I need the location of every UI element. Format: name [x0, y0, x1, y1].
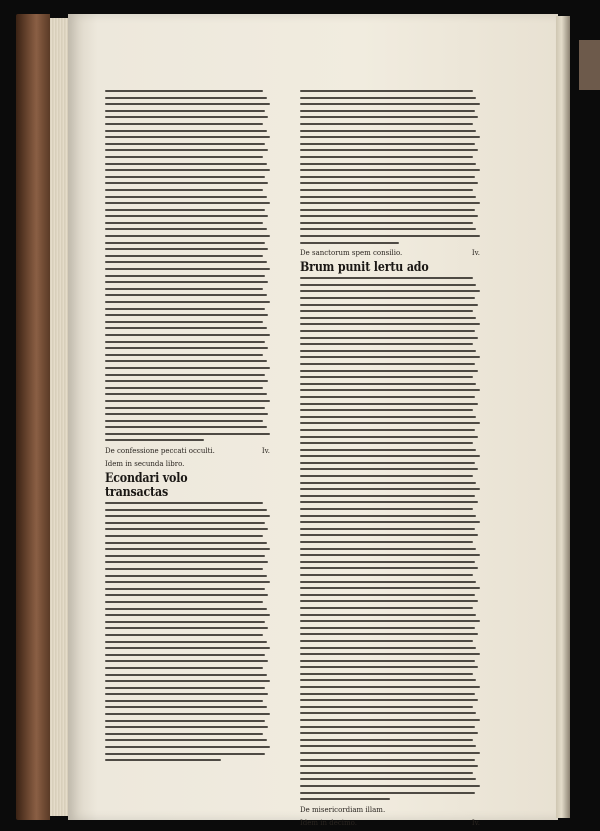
text-line	[300, 739, 473, 741]
text-line	[300, 765, 478, 767]
text-line	[105, 581, 270, 583]
text-line	[300, 189, 473, 191]
text-line	[300, 228, 476, 230]
text-line	[105, 641, 267, 643]
text-line	[105, 433, 270, 435]
text-line	[105, 439, 204, 441]
text-line	[300, 202, 480, 204]
reference-right-c-text: Idem in decimo.	[300, 818, 357, 827]
reference-right-c-number: Iv.	[471, 818, 480, 827]
text-line	[300, 304, 478, 306]
text-line	[300, 222, 473, 224]
text-line	[105, 268, 270, 270]
text-line	[105, 136, 270, 138]
text-line	[300, 209, 475, 211]
text-line	[105, 215, 268, 217]
text-line	[300, 534, 478, 536]
text-line	[300, 277, 473, 279]
text-line	[105, 143, 265, 145]
text-line	[300, 116, 478, 118]
text-line	[300, 515, 476, 517]
text-line	[105, 413, 268, 415]
text-line	[105, 759, 221, 761]
text-line	[300, 123, 473, 125]
right-page-edge	[556, 16, 570, 818]
initial-heading-right	[300, 261, 480, 275]
text-line	[300, 156, 473, 158]
text-line	[105, 687, 265, 689]
text-line	[105, 130, 267, 132]
text-line	[300, 581, 476, 583]
text-line	[105, 341, 265, 343]
text-line	[105, 522, 265, 524]
text-line	[300, 396, 475, 398]
text-line	[300, 752, 480, 754]
text-line	[300, 482, 476, 484]
text-line	[300, 679, 476, 681]
text-line	[300, 284, 476, 286]
text-line	[300, 176, 475, 178]
text-line	[300, 778, 476, 780]
text-line	[300, 620, 480, 622]
text-line	[105, 700, 263, 702]
text-line	[105, 255, 263, 257]
text-line	[300, 548, 476, 550]
text-line	[300, 574, 473, 576]
text-line	[105, 196, 267, 198]
text-line	[105, 608, 267, 610]
initial-heading-left-text: Econdari volo transactas	[105, 471, 188, 501]
text-line	[105, 321, 263, 323]
text-line	[300, 726, 475, 728]
text-line	[300, 422, 480, 424]
text-line	[105, 374, 265, 376]
text-line	[105, 314, 268, 316]
text-line	[300, 350, 476, 352]
reference-right-c	[300, 818, 480, 828]
text-line	[105, 568, 263, 570]
text-line	[300, 561, 475, 563]
text-line	[300, 290, 480, 292]
text-line	[300, 719, 480, 721]
text-line	[105, 680, 270, 682]
right-text-column	[300, 90, 480, 831]
text-line	[300, 297, 475, 299]
text-line	[105, 407, 265, 409]
text-line	[300, 475, 473, 477]
text-line	[105, 275, 265, 277]
text-line	[300, 660, 475, 662]
text-line	[105, 509, 267, 511]
text-line	[105, 588, 265, 590]
text-line	[300, 182, 478, 184]
text-line	[105, 347, 268, 349]
initial-heading-right-text: Brum punit lertu ado	[300, 260, 429, 276]
text-line	[105, 149, 268, 151]
text-line	[300, 673, 473, 675]
text-line	[300, 607, 473, 609]
reference-left-a-text: Idem in secunda libro.	[105, 460, 185, 469]
rubric-left-a	[105, 446, 270, 456]
rubric-right-a-text: De sanctorum spem consilio.	[300, 249, 403, 258]
text-line	[105, 228, 267, 230]
text-line	[105, 634, 263, 636]
text-line	[105, 242, 265, 244]
text-line	[105, 281, 268, 283]
text-line	[300, 666, 478, 668]
text-line	[300, 169, 480, 171]
text-line	[105, 189, 263, 191]
text-line	[300, 745, 476, 747]
text-line	[105, 647, 270, 649]
text-line	[300, 409, 473, 411]
text-line	[300, 798, 390, 800]
text-line	[300, 462, 475, 464]
text-line	[300, 110, 475, 112]
text-line	[300, 468, 478, 470]
text-line	[105, 182, 268, 184]
text-line	[105, 261, 267, 263]
text-line	[300, 455, 480, 457]
text-line	[105, 693, 268, 695]
text-line	[105, 627, 268, 629]
text-line	[105, 360, 267, 362]
text-line	[105, 387, 263, 389]
text-line	[300, 614, 476, 616]
text-line	[300, 403, 478, 405]
text-line	[300, 633, 478, 635]
text-line	[105, 288, 263, 290]
text-line	[105, 720, 265, 722]
text-line	[300, 90, 473, 92]
text-line	[105, 674, 267, 676]
text-line	[300, 429, 475, 431]
text-line	[300, 356, 480, 358]
text-line	[300, 337, 478, 339]
text-line	[105, 528, 268, 530]
reference-left-a	[105, 459, 270, 469]
text-line	[300, 97, 476, 99]
rubric-left-a-number: Iv.	[261, 447, 270, 456]
initial-heading-left	[105, 472, 270, 500]
text-line	[105, 420, 263, 422]
text-line	[105, 294, 267, 296]
text-line	[105, 667, 263, 669]
text-line	[105, 660, 268, 662]
text-line	[300, 370, 478, 372]
text-line	[300, 436, 478, 438]
text-line	[300, 587, 480, 589]
text-line	[105, 561, 268, 563]
text-line	[300, 554, 480, 556]
text-line	[105, 163, 267, 165]
text-line	[105, 542, 267, 544]
text-line	[300, 163, 476, 165]
text-line	[105, 327, 267, 329]
text-line	[300, 567, 478, 569]
text-line	[300, 495, 475, 497]
text-line	[105, 726, 268, 728]
text-line	[300, 149, 478, 151]
text-line	[105, 235, 270, 237]
text-line	[300, 449, 476, 451]
text-line	[105, 202, 270, 204]
text-line	[300, 235, 480, 237]
background-cloth	[579, 40, 600, 90]
text-line	[105, 90, 263, 92]
text-line	[300, 528, 475, 530]
text-line	[105, 367, 270, 369]
text-line	[300, 706, 473, 708]
text-line	[105, 110, 265, 112]
text-line	[105, 746, 270, 748]
text-line	[105, 594, 268, 596]
text-line	[300, 759, 475, 761]
text-line	[105, 614, 270, 616]
text-line	[105, 222, 263, 224]
text-line	[300, 196, 476, 198]
text-line	[300, 627, 475, 629]
text-line	[300, 383, 476, 385]
text-line	[105, 393, 267, 395]
text-line	[300, 130, 476, 132]
left-text-column	[105, 90, 270, 766]
text-line	[300, 103, 480, 105]
text-line	[300, 143, 475, 145]
text-line	[300, 136, 480, 138]
text-line	[105, 97, 267, 99]
text-line	[300, 363, 475, 365]
text-line	[300, 215, 478, 217]
text-line	[105, 426, 267, 428]
text-line	[300, 594, 475, 596]
text-line	[105, 354, 263, 356]
text-line	[300, 699, 478, 701]
text-line	[300, 508, 473, 510]
rubric-left-a-text: De confessione peccati occulti.	[105, 447, 215, 456]
text-line	[105, 502, 263, 504]
text-line	[300, 772, 473, 774]
text-line	[105, 515, 270, 517]
text-line	[300, 323, 480, 325]
text-line	[300, 732, 478, 734]
text-line	[105, 301, 270, 303]
text-line	[300, 501, 478, 503]
text-line	[300, 785, 480, 787]
text-line	[105, 176, 265, 178]
book-cover	[16, 14, 50, 820]
text-line	[105, 334, 270, 336]
text-line	[300, 693, 475, 695]
text-line	[105, 555, 265, 557]
text-line	[105, 535, 263, 537]
text-line	[300, 242, 399, 244]
rubric-right-a-number: Iv.	[471, 249, 480, 258]
text-line	[300, 653, 480, 655]
rubric-right-c-text: De misericordiam illam.	[300, 805, 386, 814]
text-line	[105, 548, 270, 550]
text-line	[105, 116, 268, 118]
text-line	[300, 712, 476, 714]
text-line	[105, 733, 263, 735]
text-line	[300, 330, 475, 332]
text-line	[300, 686, 480, 688]
text-line	[300, 317, 476, 319]
text-line	[105, 575, 267, 577]
text-line	[105, 753, 265, 755]
text-line	[300, 376, 473, 378]
text-line	[105, 169, 270, 171]
text-line	[300, 647, 476, 649]
text-line	[105, 248, 268, 250]
text-line	[300, 442, 473, 444]
text-line	[300, 416, 476, 418]
text-line	[105, 103, 270, 105]
text-line	[300, 343, 473, 345]
text-line	[105, 706, 267, 708]
text-line	[105, 156, 263, 158]
text-line	[300, 389, 480, 391]
text-line	[105, 713, 270, 715]
text-line	[105, 601, 263, 603]
book	[8, 14, 568, 820]
text-line	[105, 654, 265, 656]
text-line	[300, 792, 475, 794]
rubric-right-a	[300, 248, 480, 258]
text-line	[300, 310, 473, 312]
text-line	[300, 488, 480, 490]
rubric-right-c	[300, 805, 480, 815]
text-line	[105, 621, 265, 623]
text-line	[105, 400, 270, 402]
text-line	[300, 541, 473, 543]
text-line	[105, 308, 265, 310]
text-line	[300, 600, 478, 602]
text-line	[300, 521, 480, 523]
text-line	[105, 209, 265, 211]
text-line	[300, 640, 473, 642]
text-line	[105, 380, 268, 382]
text-line	[105, 123, 263, 125]
text-line	[105, 739, 267, 741]
